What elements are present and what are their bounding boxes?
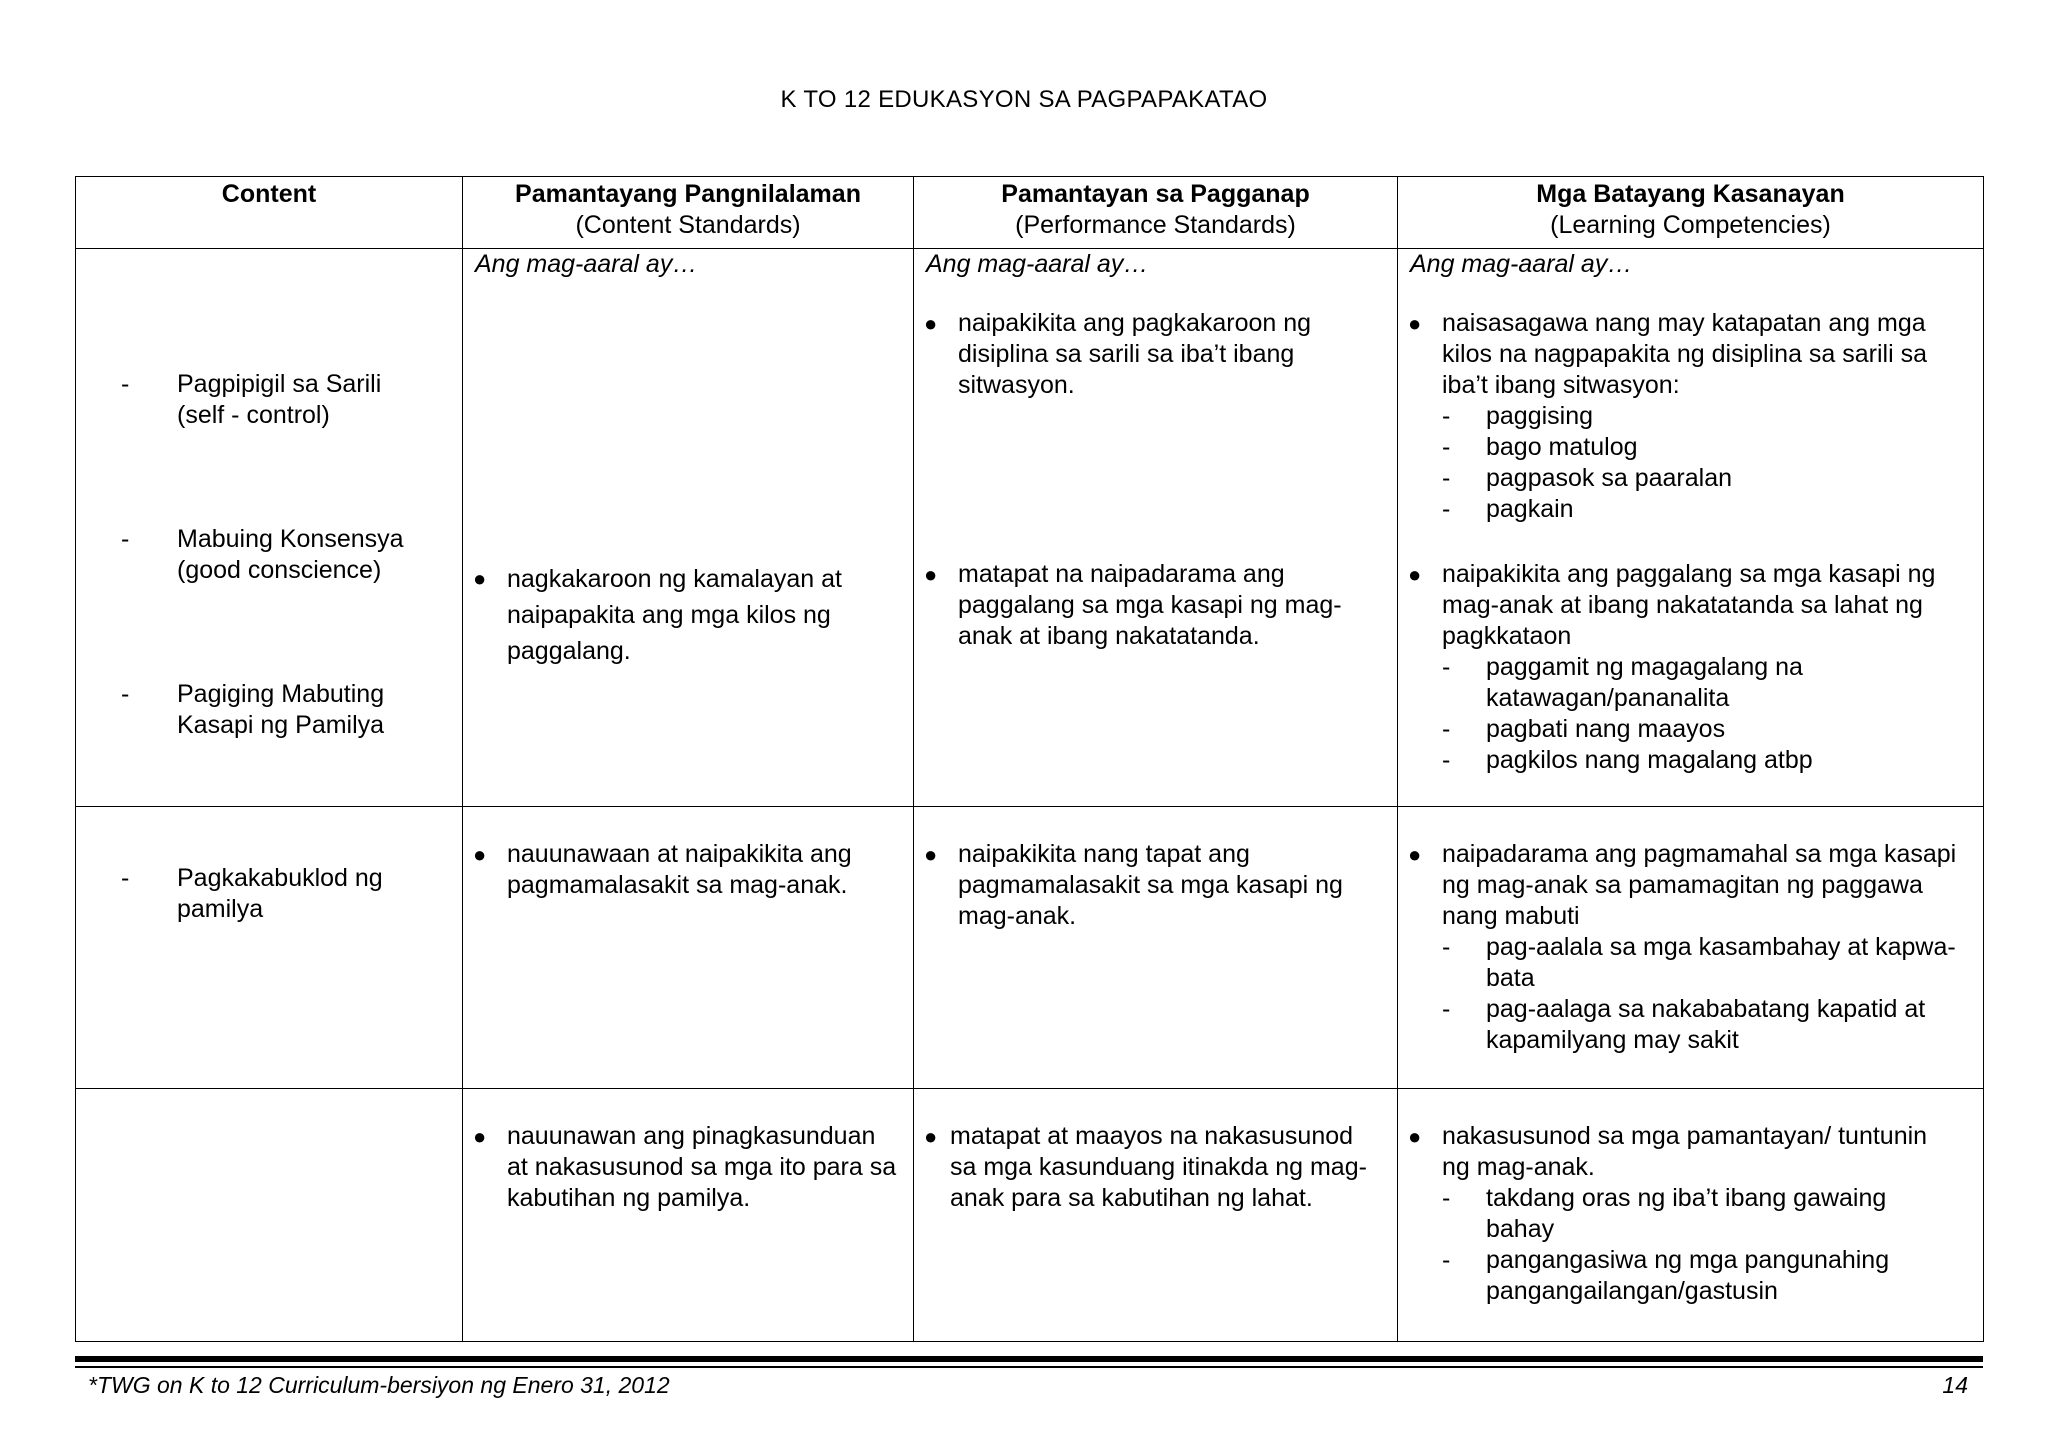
- performance-item: ● naipakikita ang pagkakaroon ng disiplina sa sarili sa iba’t ibang sitwasyon.: [924, 309, 1312, 399]
- list-item: - bago matulog: [1442, 433, 1638, 461]
- list-item: - pag-aalala sa mga kasambahay at kapwa-bata: [1442, 933, 1956, 992]
- column-header-learning-competencies: Mga Batayang Kasanayan (Learning Competencies): [1398, 177, 1984, 249]
- standards-cell: [463, 807, 914, 1089]
- standards-cell: [463, 1089, 914, 1342]
- table-row: [76, 1089, 1984, 1342]
- intro-text: Ang mag-aaral ay…: [475, 250, 698, 278]
- competency-cell: [1398, 1089, 1984, 1342]
- content-item-family-member: - Pagiging Mabuting Kasapi ng Pamilya: [121, 680, 385, 739]
- standards-cell: [463, 249, 914, 807]
- content-cell: [76, 249, 463, 807]
- competency-cell: [1398, 249, 1984, 807]
- competency-cell: [1398, 807, 1984, 1089]
- column-header-content-standards: Pamantayang Pangnilalaman (Content Standards): [463, 177, 914, 249]
- competency-item: ● nakasusunod sa mga pamantayan/ tuntunin ng mag-anak. - takdang oras ng iba’t ibang gawaing bahay - pangangasiwa ng mga pangunahing pangangailangan/gastusin: [1398, 1121, 1958, 1307]
- competency-item: ● naipakikita ang paggalang sa mga kasapi ng mag-anak at ibang nakatatanda sa lahat ng pagkkataon - paggamit ng magagalang na katawagan/pananalita - pagbati nang maayos - pagkilos nang magalang atbp: [1398, 559, 1958, 776]
- performance-cell: [914, 807, 1398, 1089]
- competency-sublist: [1442, 401, 1958, 525]
- content-cell: [76, 807, 463, 1089]
- column-header-performance-standards: Pamantayan sa Pagganap (Performance Standards): [914, 177, 1398, 249]
- list-item: - takdang oras ng iba’t ibang gawaing bahay: [1442, 1184, 1887, 1243]
- column-header-content: Content: [76, 177, 463, 249]
- content-item-family-unity: - Pagkakabuklod ng pamilya: [121, 864, 383, 923]
- page-number: 14: [1942, 1372, 1968, 1398]
- performance-item: ● matapat at maayos na nakasusunod sa mga kasunduang itinakda ng mag-anak para sa kabutihan ng lahat.: [924, 1122, 1367, 1212]
- document-title: K TO 12 EDUKASYON SA PAGPAPAKATAO: [780, 86, 1268, 113]
- footer-note: *TWG on K to 12 Curriculum-bersiyon ng Enero 31, 2012: [88, 1372, 670, 1398]
- intro-text: Ang mag-aaral ay…: [926, 250, 1149, 278]
- content-item-self-control: - Pagpipigil sa Sarili (self - control): [121, 370, 382, 429]
- performance-cell: [914, 249, 1398, 807]
- list-item: - pagkilos nang magalang atbp: [1442, 746, 1813, 774]
- competency-sublist: [1442, 652, 1958, 776]
- performance-item: ● naipakikita nang tapat ang pagmamalasakit sa mga kasapi ng mag-anak.: [924, 840, 1343, 930]
- competency-sublist: [1442, 1183, 1958, 1307]
- table-header-row: [76, 177, 1984, 249]
- intro-text: Ang mag-aaral ay…: [1410, 250, 1633, 278]
- performance-item: ● matapat na naipadarama ang paggalang sa mga kasapi ng mag-anak at ibang nakatatanda.: [924, 560, 1342, 650]
- content-cell: [76, 1089, 463, 1342]
- list-item: - pagkain: [1442, 495, 1574, 523]
- standards-item: ● nauunawaan at naipakikita ang pagmamalasakit sa mag-anak.: [473, 840, 852, 899]
- table-row: [76, 807, 1984, 1089]
- competency-item: ● naisasagawa nang may katapatan ang mga kilos na nagpapakita ng disiplina sa sarili sa iba’t ibang sitwasyon: - paggising - bago matulog - pagpasok sa paaralan - pagkain: [1398, 308, 1958, 525]
- list-item: - pangangasiwa ng mga pangunahing pangangailangan/gastusin: [1442, 1246, 1890, 1305]
- performance-cell: [914, 1089, 1398, 1342]
- curriculum-table: [75, 176, 1984, 1342]
- list-item: - pagbati nang maayos: [1442, 715, 1726, 743]
- standards-item: ● nauunawan ang pinagkasunduan at nakasusunod sa mga ito para sa kabutihan ng pamilya.: [473, 1122, 897, 1212]
- list-item: - pag-aalaga sa nakababatang kapatid at kapamilyang may sakit: [1442, 995, 1926, 1054]
- list-item: - paggising: [1442, 402, 1594, 430]
- competency-sublist: [1442, 932, 1958, 1056]
- footer-rule-thick: [75, 1356, 1983, 1362]
- content-item-good-conscience: - Mabuing Konsensya (good conscience): [121, 525, 404, 584]
- table-row: [76, 249, 1984, 807]
- list-item: - pagpasok sa paaralan: [1442, 464, 1733, 492]
- footer-rule-thin: [75, 1366, 1983, 1368]
- standards-item: ● nagkakaroon ng kamalayan at naipapakita ang mga kilos ng paggalang.: [473, 565, 842, 665]
- list-item: - paggamit ng magagalang na katawagan/pananalita: [1442, 653, 1803, 712]
- competency-item: ● naipadarama ang pagmamahal sa mga kasapi ng mag-anak sa pamamagitan ng paggawa nang mabuti - pag-aalala sa mga kasambahay at kapwa-bata - pag-aalaga sa nakababatang kapatid at kapamilyang may sakit: [1408, 840, 1957, 1054]
